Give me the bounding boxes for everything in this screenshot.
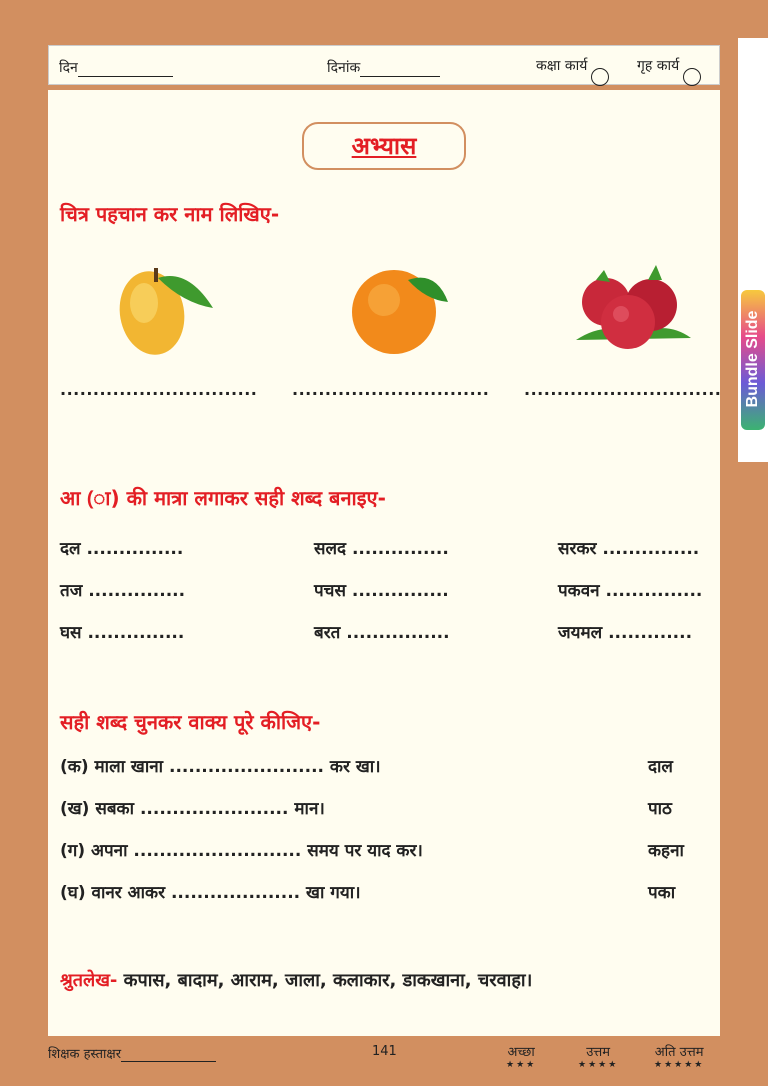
word-item: तज ............... bbox=[60, 581, 186, 601]
star-icons: ★★★★★ bbox=[654, 1060, 705, 1070]
answer-blank-2[interactable]: .............................. bbox=[292, 380, 490, 399]
page-title: अभ्यास bbox=[351, 132, 417, 160]
signature-field[interactable] bbox=[48, 1044, 216, 1062]
footer bbox=[48, 1040, 720, 1076]
date-label: दिनांक bbox=[327, 60, 361, 76]
date-field[interactable] bbox=[327, 58, 440, 77]
grade-best[interactable]: अति उत्तम ★★★★★ bbox=[654, 1045, 705, 1070]
classwork-option[interactable] bbox=[536, 56, 587, 75]
signature-label: शिक्षक हस्ताक्षर bbox=[48, 1047, 122, 1062]
classwork-label: कक्षा कार्य bbox=[536, 58, 588, 74]
page-number: 141 bbox=[372, 1044, 397, 1059]
word-item: घस ............... bbox=[60, 623, 185, 643]
bundle-slide-label bbox=[741, 290, 765, 430]
sentence-item: (घ) वानर आकर .................... खा गया। bbox=[60, 883, 361, 903]
homework-label: गृह कार्य bbox=[637, 58, 680, 74]
word-option: कहना bbox=[648, 841, 684, 861]
word-option: पाठ bbox=[648, 799, 672, 819]
section2-heading: आ (ा) की मात्रा लगाकर सही शब्द बनाइए- bbox=[60, 486, 386, 510]
side-label-text: Bundle Slide bbox=[744, 310, 761, 408]
sentence-item: (ख) सबका ....................... मान। bbox=[60, 799, 325, 819]
star-icons: ★★★★ bbox=[578, 1060, 619, 1070]
word-option: दाल bbox=[648, 757, 673, 777]
day-label: दिन bbox=[59, 60, 78, 76]
star-icons: ★★★ bbox=[506, 1060, 537, 1070]
word-option: पका bbox=[648, 883, 676, 903]
header-bar bbox=[48, 45, 720, 85]
title-box bbox=[302, 122, 466, 170]
dictation-label: श्रुतलेख- bbox=[60, 970, 118, 991]
classwork-radio[interactable] bbox=[591, 68, 609, 86]
section3-heading: सही शब्द चुनकर वाक्य पूरे कीजिए- bbox=[60, 710, 321, 734]
sentence-item: (क) माला खाना ........................ कर खा। bbox=[60, 757, 381, 777]
word-item: सरकर ............... bbox=[558, 539, 700, 559]
orange-image bbox=[346, 260, 456, 360]
word-item: बरत ................ bbox=[314, 623, 450, 643]
pomegranate-image bbox=[566, 260, 696, 360]
mango-image bbox=[108, 258, 218, 358]
word-item: पकवन ............... bbox=[558, 581, 703, 601]
homework-option[interactable] bbox=[637, 56, 679, 75]
word-item: सलद ............... bbox=[314, 539, 449, 559]
grade-better[interactable]: उत्तम ★★★★ bbox=[578, 1045, 619, 1070]
sentence-item: (ग) अपना .......................... समय पर याद कर। bbox=[60, 841, 423, 861]
answer-blank-1[interactable]: .............................. bbox=[60, 380, 258, 399]
worksheet bbox=[48, 90, 720, 1036]
grade-good[interactable]: अच्छा ★★★ bbox=[506, 1045, 537, 1070]
day-field[interactable] bbox=[59, 58, 173, 77]
word-item: जयमल ............. bbox=[558, 623, 693, 643]
dictation-words: कपास, बादाम, आराम, जाला, कलाकार, डाकखाना, चरवाहा। bbox=[117, 970, 533, 991]
section1-heading: चित्र पहचान कर नाम लिखिए- bbox=[60, 202, 280, 226]
answer-blank-3[interactable]: .............................. bbox=[524, 380, 722, 399]
word-item: दल ............... bbox=[60, 539, 184, 559]
dictation-line bbox=[60, 968, 532, 992]
word-item: पचस ............... bbox=[314, 581, 449, 601]
homework-radio[interactable] bbox=[683, 68, 701, 86]
